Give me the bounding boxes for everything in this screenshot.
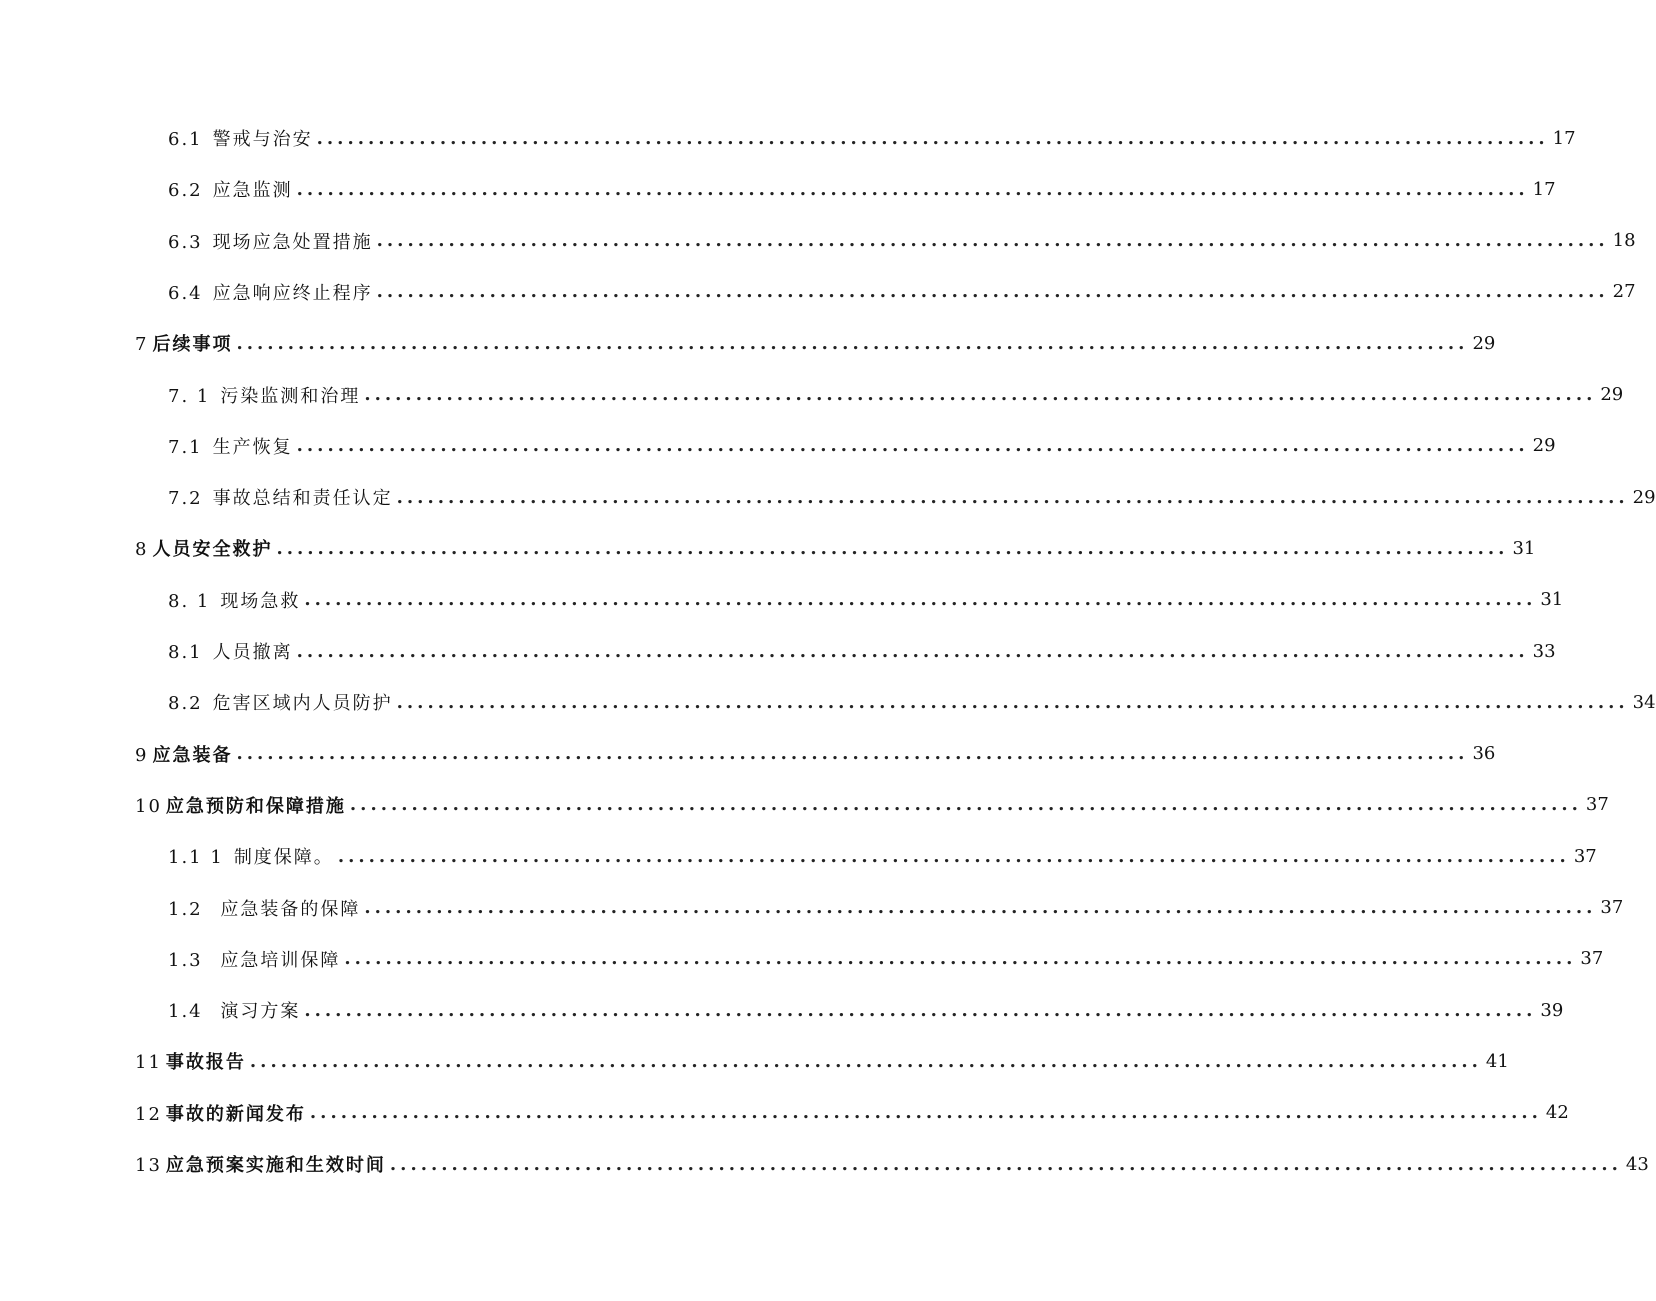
toc-entry-number: 8. 1 [168,590,211,612]
toc-page-number: 37 [1600,897,1624,918]
toc-entry-text: 应急响应终止程序 [212,282,373,304]
toc-entry-title [168,433,293,459]
toc-entry-number: 10 [135,795,162,817]
toc-entry[interactable] [135,528,1536,568]
toc-page-number: 31 [1512,537,1536,559]
toc-dot-leader: ........................................................................................................................ [304,589,1537,611]
toc-page-number: 39 [1540,999,1564,1021]
toc-entry[interactable] [168,221,1636,261]
toc-entry[interactable] [168,477,1656,517]
toc-entry-title [135,741,232,767]
toc-dot-leader: ........................................................................................................................ [364,897,1597,918]
toc-entry-number: 11 [135,1052,162,1074]
toc-dot-leader: ........................................................................................................................ [276,537,1509,559]
toc-entry[interactable] [135,1041,1509,1081]
toc-entry-text: 事故报告 [165,1052,246,1074]
toc-page-number: 31 [1540,589,1564,611]
toc-entry[interactable] [168,836,1597,876]
toc-dot-leader: ........................................................................................................................ [236,743,1469,765]
toc-entry[interactable] [168,990,1564,1030]
toc-entry-text: 事故总结和责任认定 [212,488,393,510]
toc-page-number: 17 [1532,178,1556,200]
toc-entry-number: 12 [135,1103,162,1125]
toc-entry[interactable] [168,272,1636,312]
toc-entry[interactable] [135,1144,1649,1184]
toc-dot-leader: ........................................................................................................................ [396,691,1629,713]
toc-entry-number: 1.4 [168,1001,203,1023]
toc-page-number: 36 [1472,743,1496,765]
toc-page-number: 43 [1625,1153,1649,1175]
toc-entry-title [168,843,334,869]
toc-dot-leader: ........................................................................................................................ [364,384,1597,405]
toc-entry[interactable] [135,785,1609,825]
toc-entry-text: 应急预案实施和生效时间 [165,1155,386,1176]
toc-entry-title [135,330,232,356]
toc-entry-title [135,1048,246,1074]
toc-dot-leader: ........................................................................................................................ [389,1153,1622,1175]
toc-page-number: 27 [1612,281,1636,303]
toc-entry[interactable] [168,426,1556,466]
toc-entry[interactable] [168,118,1576,158]
toc-entry-title [168,484,393,510]
toc-entry-text: 后续事项 [152,334,233,356]
toc-entry-number: 7 [135,334,149,356]
toc-entry-title [135,535,272,561]
toc-entry-text: 危害区域内人员防护 [212,693,393,715]
toc-entry-title [168,689,393,715]
toc-entry[interactable] [168,375,1624,415]
toc-entry-title [168,228,373,254]
toc-entry-text: 演习方案 [212,1001,301,1023]
toc-page-number: 37 [1585,794,1609,816]
toc-entry-number: 1.1 1 [168,847,224,869]
toc-entry-number: 6.2 [168,180,203,202]
toc-page-number: 29 [1532,435,1556,457]
toc-entry-number: 8.2 [168,693,203,715]
toc-entry[interactable] [168,939,1604,979]
toc-entry-text: 警戒与治安 [212,129,313,150]
toc-page-number: 33 [1532,640,1556,662]
toc-entry-title [168,895,360,921]
toc-entry-title [168,638,293,664]
toc-entry-text: 应急预防和保障措施 [165,795,346,817]
toc-entry-title [168,176,293,202]
toc-dot-leader: ........................................................................................................................ [296,178,1529,200]
toc-entry[interactable] [168,631,1556,671]
toc-dot-leader: ........................................................................................................................ [337,845,1570,867]
toc-dot-leader: ........................................................................................................................ [396,486,1629,508]
toc-dot-leader: ........................................................................................................................ [296,435,1529,457]
toc-entry[interactable] [135,323,1496,363]
toc-entry-title [168,946,340,972]
toc-dot-leader: ........................................................................................................................ [296,640,1529,662]
toc-entry-title [135,792,346,818]
toc-entry-title [168,382,360,408]
toc-page-number: 17 [1552,127,1576,149]
toc-entry-number: 13 [135,1155,162,1176]
toc-entry-number: 8 [135,539,149,561]
toc-page-number: 37 [1573,845,1597,867]
toc-entry-text: 应急监测 [212,180,293,202]
toc-entry-number: 8.1 [168,642,203,663]
toc-entry[interactable] [135,734,1496,774]
toc-entry[interactable] [168,888,1624,928]
toc-dot-leader: ........................................................................................................................ [316,127,1549,149]
toc-entry-text: 生产恢复 [212,436,293,458]
toc-entry-title [135,1100,306,1126]
toc-entry-text: 事故的新闻发布 [165,1103,306,1125]
toc-entry-number: 6.1 [168,129,203,150]
toc-page-number: 18 [1612,230,1636,252]
toc-dot-leader: ........................................................................................................................ [304,999,1537,1021]
toc-entry-title [168,587,300,613]
toc-page-number: 37 [1580,948,1604,970]
toc-entry-number: 6.3 [168,231,203,253]
toc-entry-number: 1.2 [168,898,203,920]
toc-entry[interactable] [168,169,1556,209]
toc-dot-leader: ........................................................................................................................ [376,230,1609,252]
toc-dot-leader: ........................................................................................................................ [249,1050,1482,1072]
toc-dot-leader: ........................................................................................................................ [344,948,1577,970]
toc-page-number: 42 [1545,1102,1569,1124]
toc-page-number: 29 [1632,486,1656,508]
toc-entry-number: 7. 1 [168,385,211,407]
toc-entry[interactable] [135,1093,1569,1133]
toc-entry-number: 6.4 [168,282,203,304]
toc-entry-title [135,1151,386,1177]
toc-entry-text: 应急培训保障 [212,949,341,971]
toc-page-number: 29 [1472,332,1496,354]
toc-entry-text: 污染监测和治理 [220,385,361,407]
toc-entry-text: 应急装备的保障 [212,898,361,920]
toc-page-number: 34 [1632,691,1656,713]
toc-entry-title [168,997,300,1023]
toc-entry-number: 1.3 [168,949,203,971]
toc-entry-title [168,125,313,151]
toc-page-number: 41 [1485,1050,1509,1072]
toc-entry-text: 人员安全救护 [152,539,273,561]
toc-dot-leader: ........................................................................................................................ [236,332,1469,354]
toc-entry-text: 应急装备 [152,744,233,766]
toc-dot-leader: ........................................................................................................................ [309,1102,1542,1124]
toc-page-number: 29 [1600,384,1624,405]
toc-entry-text: 现场应急处置措施 [212,231,373,253]
toc-entry-text: 制度保障。 [233,847,334,869]
toc-entry-number: 7.2 [168,488,203,510]
toc-entry[interactable] [168,580,1564,620]
toc-entry-number: 9 [135,744,149,766]
toc-entry[interactable] [168,682,1656,722]
toc-dot-leader: ........................................................................................................................ [376,281,1609,303]
toc-entry-number: 7.1 [168,436,203,458]
toc-entry-text: 现场急救 [220,590,301,612]
toc-entry-text: 人员撤离 [212,642,293,663]
toc-dot-leader: ........................................................................................................................ [349,794,1582,816]
toc-entry-title [168,279,373,305]
